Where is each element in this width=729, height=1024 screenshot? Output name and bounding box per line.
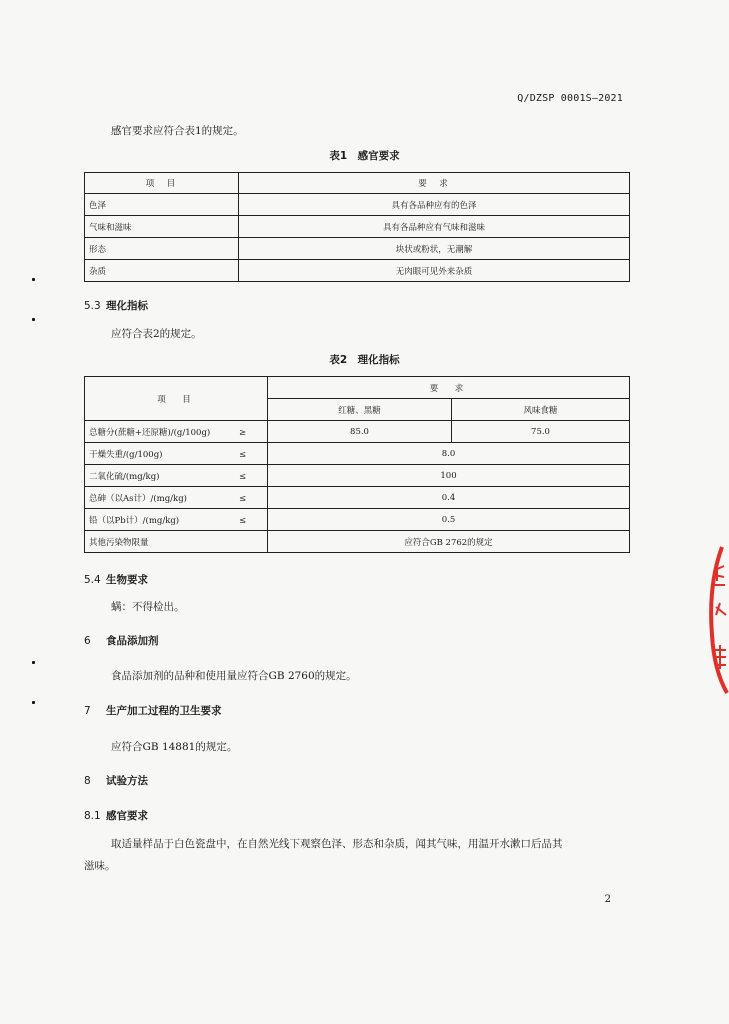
section-5-3-text: 应符合表2的规定。 [111, 328, 202, 340]
value-cell: 100 [268, 465, 630, 487]
table-row [85, 465, 630, 487]
item-cell: 形态 [85, 238, 239, 260]
section-title: 理化指标 [106, 300, 148, 312]
header-item: 项 目 [85, 173, 239, 194]
table-row [85, 487, 630, 509]
item-cell: 色泽 [85, 194, 239, 216]
item-cell: 气味和滋味 [85, 216, 239, 238]
value-cell: 0.4 [268, 487, 630, 509]
item-cell: 杂质 [85, 260, 239, 282]
value-cell: 8.0 [268, 443, 630, 465]
item-cell: 二氧化硫/(mg/kg) ≤ [85, 465, 268, 487]
item-cell: 干燥失重/(g/100g) ≤ [85, 443, 268, 465]
item-cell: 总糖分(蔗糖+还原糖)/(g/100g) ≥ [85, 421, 268, 443]
item-cell: 铅（以Pb计）/(mg/kg) ≤ [85, 509, 268, 531]
scan-speck [32, 278, 35, 281]
item-cell: 其他污染物限量 [85, 531, 268, 553]
section-number: 5.3 [84, 300, 101, 312]
sensory-table [84, 172, 630, 282]
table-row [85, 260, 630, 282]
header-requirement: 要 求 [268, 377, 630, 399]
header-item: 项 目 [85, 377, 268, 421]
section-8-1-text-line1: 取适量样品于白色瓷盘中，在自然光线下观察色泽、形态和杂质，闻其气味，用温开水漱口后品其 [111, 838, 563, 850]
value-cell: 85.0 [268, 421, 452, 443]
value-cell: 应符合GB 2762的规定 [268, 531, 630, 553]
section-5-4-text: 螨：不得检出。 [111, 601, 185, 613]
section-7-text: 应符合GB 14881的规定。 [111, 741, 238, 753]
intro-paragraph: 感官要求应符合表1的规定。 [111, 125, 244, 137]
item-cell: 总砷（以As计）/(mg/kg) ≤ [85, 487, 268, 509]
section-5-4-heading: 5.4 生物要求 [84, 574, 148, 586]
page-number: 2 [604, 894, 611, 905]
table2-caption: 表2 理化指标 [329, 354, 400, 366]
section-5-3-heading [84, 298, 148, 313]
table-row [85, 443, 630, 465]
scan-speck [32, 318, 35, 321]
requirement-cell: 块状或粉状，无潮解 [239, 238, 630, 260]
requirement-cell: 具有各品种应有的色泽 [239, 194, 630, 216]
subheader-flavored-sugar: 风味食糖 [452, 399, 630, 421]
value-cell: 75.0 [452, 421, 630, 443]
standard-code: Q/DZSP 0001S—2021 [517, 93, 623, 104]
section-6-text: 食品添加剂的品种和使用量应符合GB 2760的规定。 [111, 670, 357, 682]
table-header-row [85, 173, 630, 194]
section-7-heading: 7 生产加工过程的卫生要求 [84, 705, 222, 717]
section-6-heading: 6 食品添加剂 [84, 635, 159, 647]
requirement-cell: 具有各品种应有气味和滋味 [239, 216, 630, 238]
header-requirement: 要 求 [239, 173, 630, 194]
official-seal-stamp [700, 545, 729, 695]
value-cell: 0.5 [268, 509, 630, 531]
section-8-heading: 8 试验方法 [84, 775, 148, 787]
scan-speck [32, 661, 35, 664]
scan-speck [32, 701, 35, 704]
table-row [85, 216, 630, 238]
section-8-1-heading: 8.1 感官要求 [84, 810, 148, 822]
subheader-brown-sugar: 红糖、黑糖 [268, 399, 452, 421]
table-row [85, 421, 630, 443]
table-row [85, 531, 630, 553]
requirement-cell: 无肉眼可见外来杂质 [239, 260, 630, 282]
table1-caption: 表1 感官要求 [329, 150, 400, 162]
table-row [85, 509, 630, 531]
table-row [85, 194, 630, 216]
section-8-1-text-line2: 滋味。 [84, 860, 116, 872]
table-header-row [85, 377, 630, 399]
table-row [85, 238, 630, 260]
physicochemical-table [84, 376, 630, 553]
